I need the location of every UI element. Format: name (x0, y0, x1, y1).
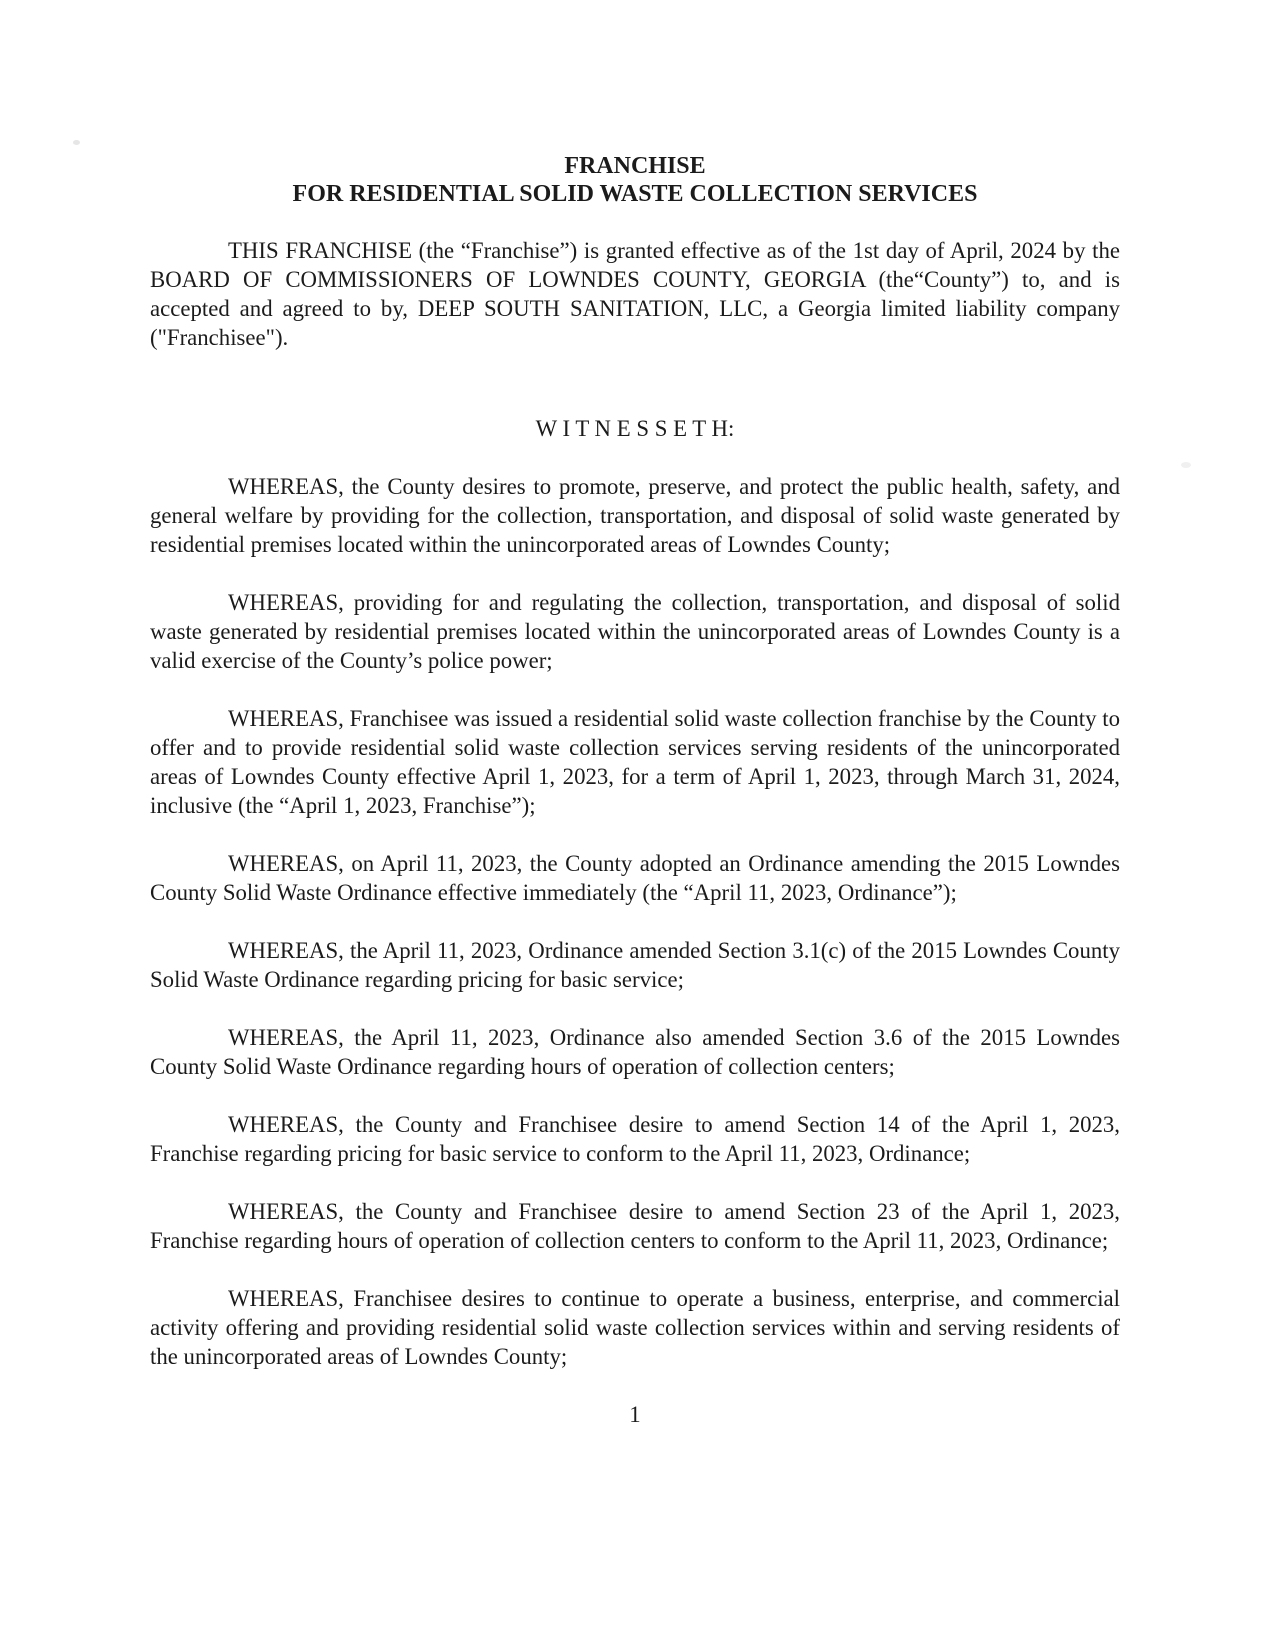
whereas-paragraph: WHEREAS, the April 11, 2023, Ordinance amended Section 3.1(c) of the 2015 Lowndes County Solid Waste Ordinance regarding pricing for basic service; (150, 938, 1120, 992)
whereas-paragraph: WHEREAS, Franchisee desires to continue to operate a business, enterprise, and commercial activity offering and providing residential solid waste collection services within and serving residents of the unincorporated areas of Lowndes County; (150, 1286, 1120, 1369)
whereas-paragraph: WHEREAS, the County and Franchisee desire to amend Section 23 of the April 1, 2023, Franchise regarding hours of operation of collection centers to conform to the April 11, 2023, Ordinance; (150, 1199, 1120, 1253)
whereas-paragraph: WHEREAS, the County desires to promote, preserve, and protect the public health, safety, and general welfare by providing for the collection, transportation, and disposal of solid waste generated by residential premises located within the unincorporated areas of Lowndes County; (150, 474, 1120, 557)
title-line-2: FOR RESIDENTIAL SOLID WASTE COLLECTION SERVICES (292, 181, 978, 207)
witnesseth-heading: W I T N E S S E T H: (535, 416, 735, 441)
whereas-paragraph: WHEREAS, on April 11, 2023, the County adopted an Ordinance amending the 2015 Lowndes County Solid Waste Ordinance effective immediately (the “April 11, 2023, Ordinance”); (150, 851, 1120, 905)
whereas-clause-list (150, 472, 1120, 1371)
scan-artifact (73, 140, 80, 145)
whereas-paragraph: WHEREAS, providing for and regulating the collection, transportation, and disposal of solid waste generated by residential premises located within the unincorporated areas of Lowndes County is a valid exercise of the County’s police power; (150, 590, 1120, 673)
opening-paragraph: THIS FRANCHISE (the “Franchise”) is granted effective as of the 1st day of April, 2024 by the BOARD OF COMMISSIONERS OF LOWNDES COUNTY, GEORGIA (the“County”) to, and is accepted and agreed to by, DEEP SOUTH SANITATION, LLC, a Georgia limited liability company ("Franchisee"). (150, 238, 1120, 350)
whereas-paragraph: WHEREAS, the County and Franchisee desire to amend Section 14 of the April 1, 2023, Franchise regarding pricing for basic service to conform to the April 11, 2023, Ordinance; (150, 1112, 1120, 1166)
whereas-paragraph: WHEREAS, the April 11, 2023, Ordinance also amended Section 3.6 of the 2015 Lowndes County Solid Waste Ordinance regarding hours of operation of collection centers; (150, 1025, 1120, 1079)
whereas-paragraph: WHEREAS, Franchisee was issued a residential solid waste collection franchise by the County to offer and to provide residential solid waste collection services serving residents of the unincorporated areas of Lowndes County effective April 1, 2023, for a term of April 1, 2023, through March 31, 2024, inclusive (the “April 1, 2023, Franchise”); (150, 706, 1120, 818)
page-number: 1 (629, 1402, 641, 1427)
document-title (150, 152, 1120, 208)
scan-artifact (1181, 462, 1191, 468)
document-content (150, 0, 1120, 1429)
title-line-1: FRANCHISE (564, 153, 706, 179)
